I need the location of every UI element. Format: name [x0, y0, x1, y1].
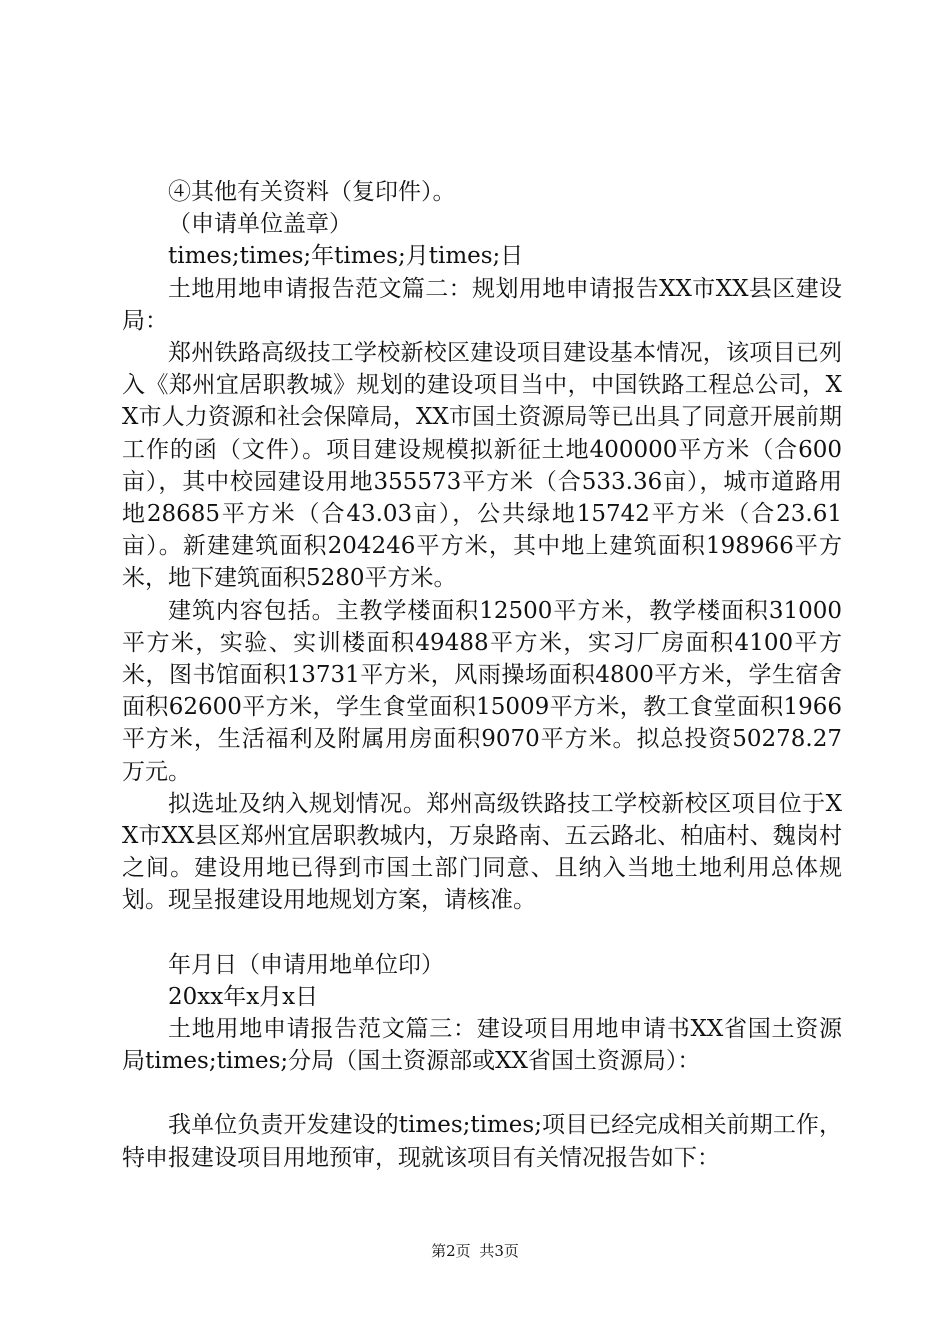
paragraph-date: 20xx年x月x日: [168, 983, 319, 1010]
paragraph-signature-date: 年月日（申请用地单位印）: [168, 951, 444, 978]
paragraph-building-contents: 建筑内容包括。主教学楼面积12500平方米，教学楼面积31000平方米，实验、实训楼面积49488平方米，实习厂房面积4100平方米，图书馆面积13731平方米，风雨操场面积4800平方米，学生宿舍面积62600平方米，学生食堂面积15009平方米，教工食堂面积1966平方米，生活福利及附属用房面积9070平方米。拟总投资50278.27万元。: [122, 597, 842, 785]
paragraph-project-overview: 郑州铁路高级技工学校新校区建设项目建设基本情况，该项目已列入《郑州宜居职教城》规划的建设项目当中，中国铁路工程总公司，XX市人力资源和社会保障局，XX市国土资源局等已出具了同意开展前期工作的函（文件）。项目建设规模拟新征土地400000平方米（合600亩），其中校园建设用地355573平方米（合533.36亩），城市道路用地28685平方米（合43.03亩），公共绿地15742平方米（合23.61亩）。新建建筑面积204246平方米，其中地上建筑面积198966平方米，地下建筑面积5280平方米。: [122, 340, 842, 592]
page-footer: [0, 1241, 950, 1261]
paragraph-preliminary-review: 我单位负责开发建设的times;times;项目已经完成相关前期工作，特申报建设项目用地预审，现就该项目有关情况报告如下：: [122, 1112, 842, 1171]
page-total: 共3页: [479, 1242, 519, 1260]
paragraph-sample-two-heading: 土地用地申请报告范文篇二：规划用地申请报告XX市XX县区建设局：: [122, 275, 842, 334]
page-number: 第2页: [431, 1242, 471, 1260]
paragraph-applicant-seal: （申请单位盖章）: [168, 211, 352, 238]
paragraph-sample-three-heading: 土地用地申请报告范文篇三：建设项目用地申请书XX省国土资源局times;times;分局（国土资源部或XX省国土资源局）：: [122, 1016, 842, 1075]
document-body: [122, 176, 842, 1174]
paragraph-site-selection: 拟选址及纳入规划情况。郑州高级铁路技工学校新校区项目位于XX市XX县区郑州宜居职教城内，万泉路南、五云路北、柏庙村、魏岗村之间。建设用地已得到市国土部门同意、且纳入当地土地利用总体规划。现呈报建设用地规划方案，请核准。: [122, 790, 842, 914]
paragraph-other-materials: ④其他有关资料（复印件）。: [168, 179, 456, 205]
paragraph-date-placeholder: times;times;年times;月times;日: [168, 243, 524, 270]
